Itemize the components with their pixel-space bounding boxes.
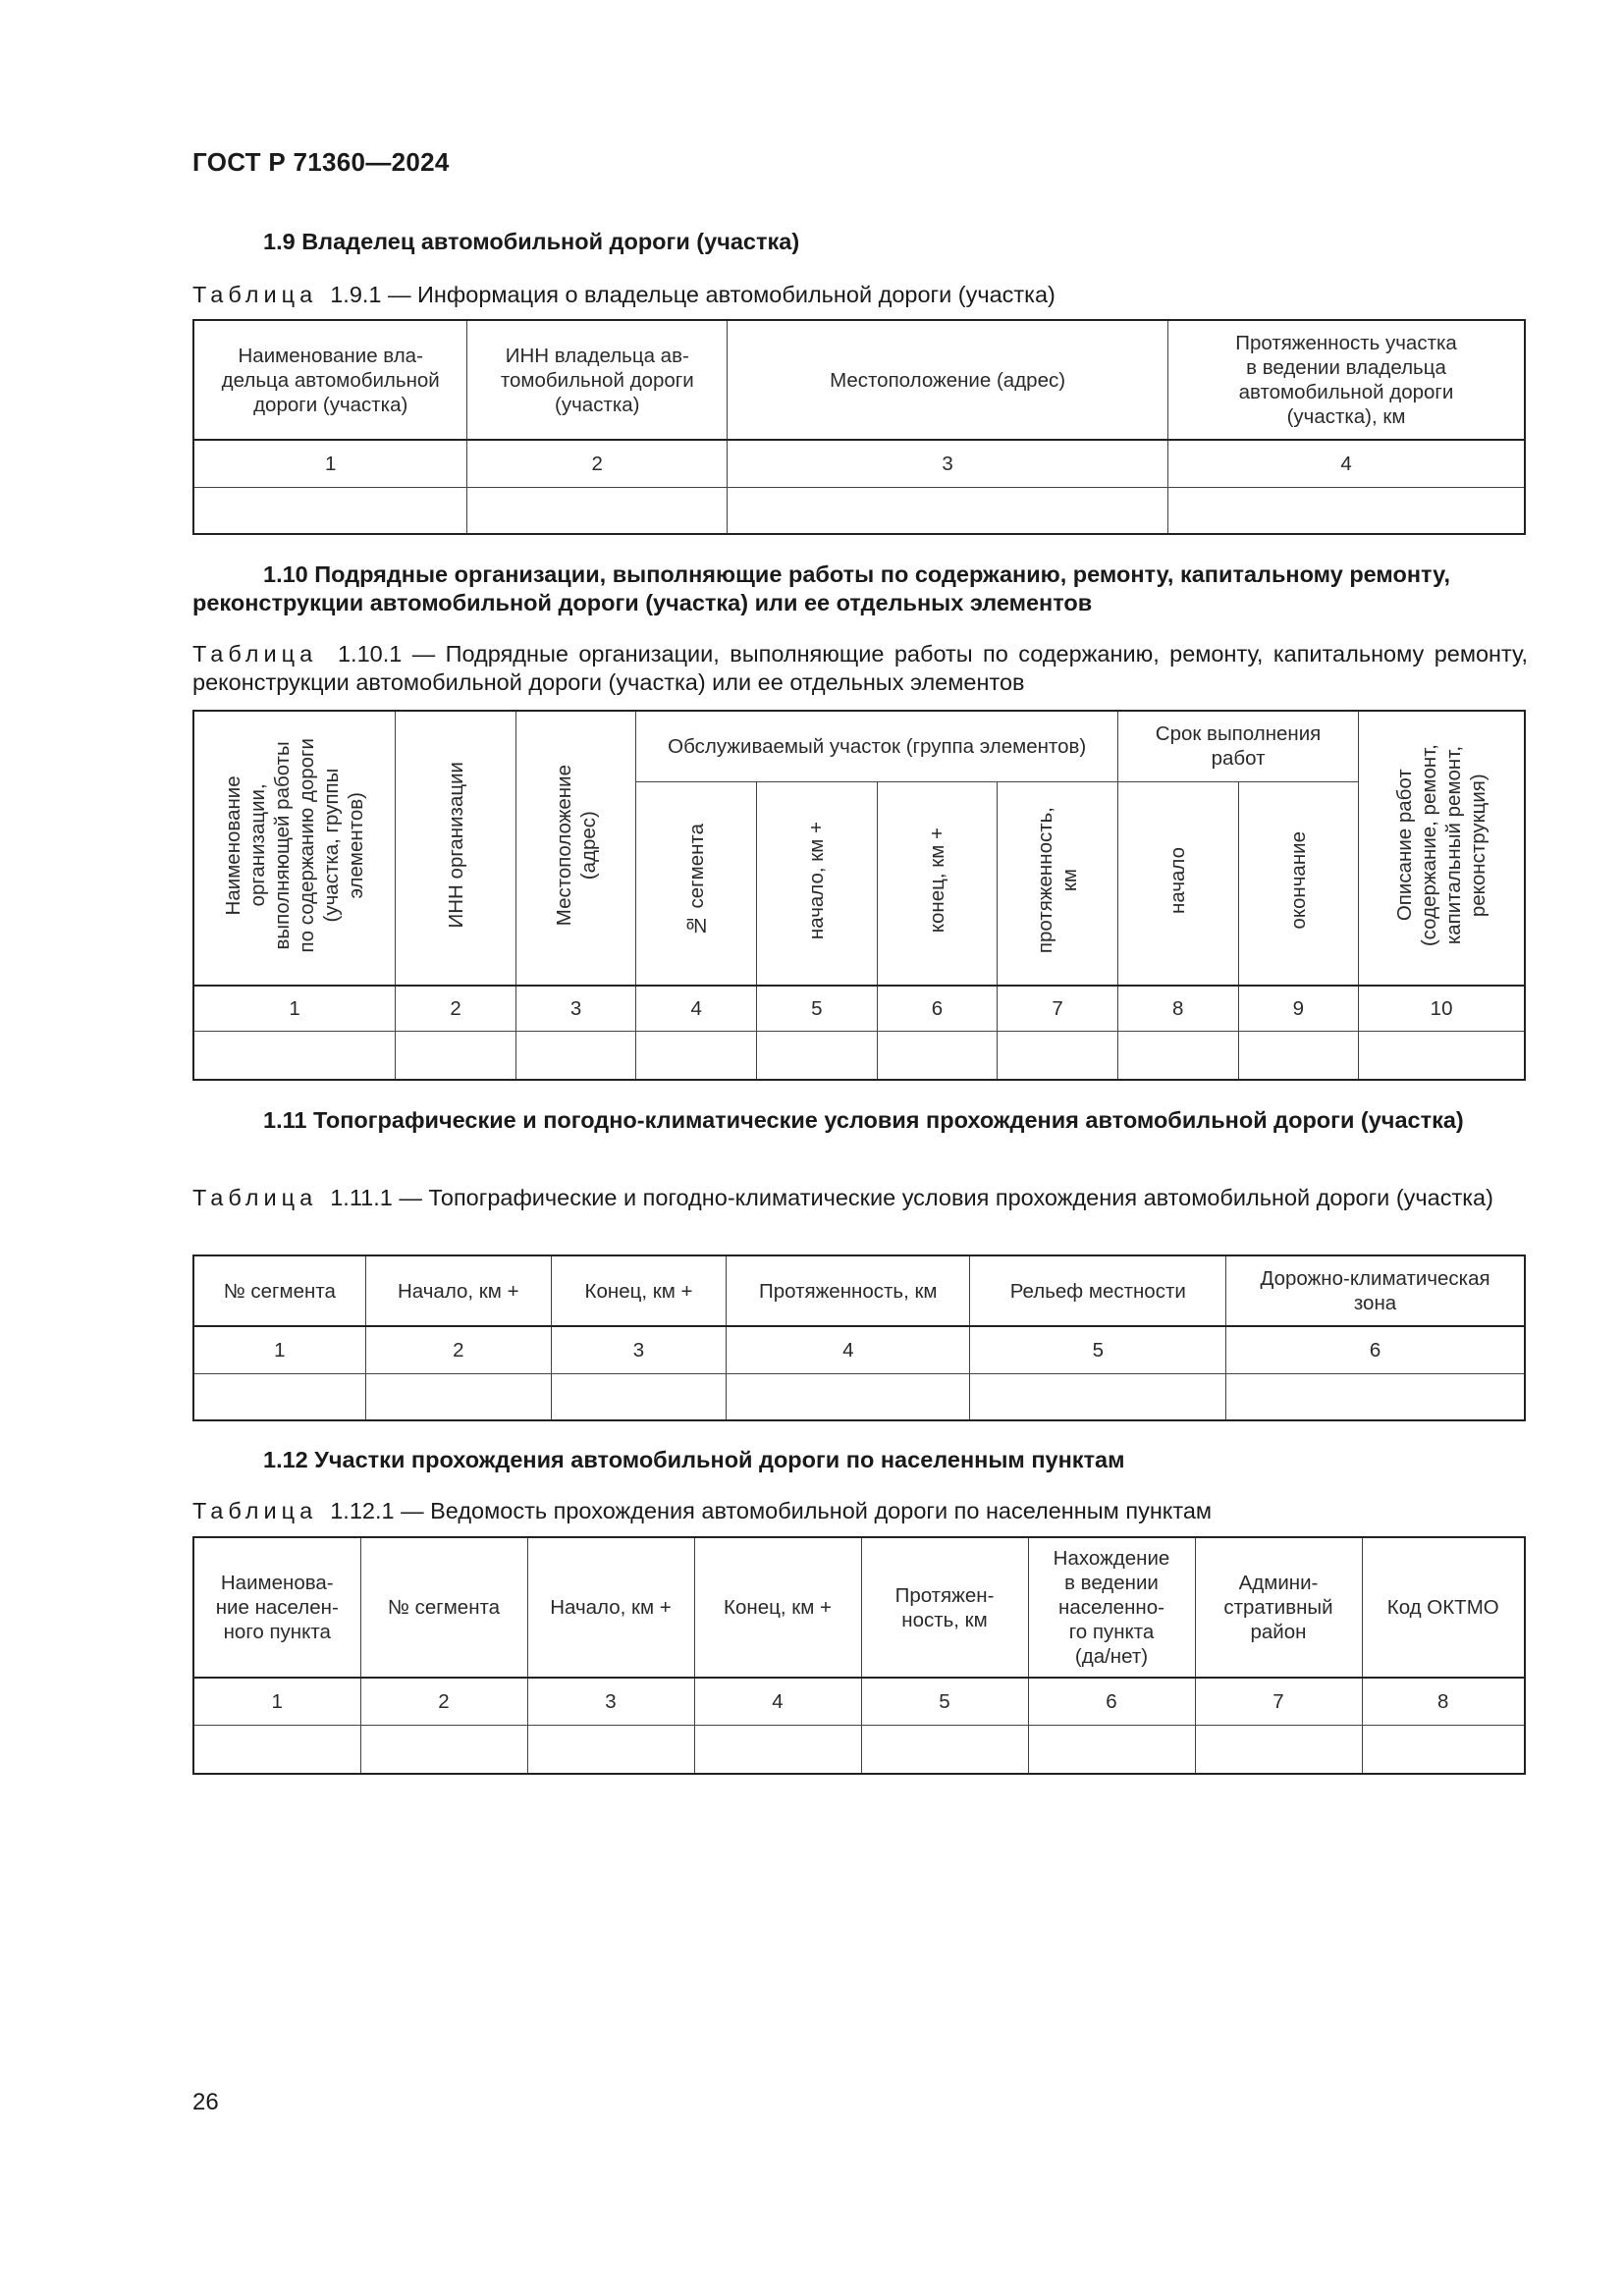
vertical-label: Местоположение (адрес)	[552, 764, 600, 927]
column-number: 5	[970, 1326, 1226, 1373]
table-1-11-1	[192, 1255, 1526, 1421]
column-number: 6	[1226, 1326, 1525, 1373]
column-number: 6	[1028, 1678, 1195, 1725]
column-number: 4	[636, 986, 757, 1031]
column-number-row	[193, 1678, 1525, 1725]
column-number-row	[193, 1326, 1525, 1373]
column-number: 4	[727, 1326, 970, 1373]
col-header-location: Местоположение (адрес)	[728, 320, 1168, 440]
empty-data-row	[193, 1031, 1525, 1080]
column-number: 1	[193, 986, 396, 1031]
empty-cell	[877, 1031, 998, 1080]
section-title-1-12: 1.12 Участки прохождения автомобильной дороги по населенным пунктам	[263, 1447, 1125, 1472]
table-header-row	[193, 711, 1525, 781]
empty-cell	[193, 487, 467, 534]
caption-text: 1.12.1 — Ведомость прохождения автомобильной дороги по населенным пунктам	[330, 1498, 1213, 1523]
empty-cell	[360, 1725, 527, 1774]
page-number: 26	[192, 2089, 219, 2115]
column-number-row	[193, 986, 1525, 1031]
col-header-end-km: Конец, км +	[551, 1255, 726, 1326]
empty-cell	[1359, 1031, 1525, 1080]
empty-cell	[193, 1373, 365, 1420]
vertical-label: Описание работ (содержание, ремонт, капитальный ремонт, реконструкция)	[1393, 743, 1490, 947]
empty-cell	[970, 1373, 1226, 1420]
empty-cell	[515, 1031, 636, 1080]
column-number: 3	[551, 1326, 726, 1373]
empty-data-row	[193, 487, 1525, 534]
vertical-label: начало, км +	[805, 821, 829, 939]
table-caption-1-10-1	[192, 640, 1528, 697]
empty-cell	[1195, 1725, 1362, 1774]
col-header-segment-no: № сегмента	[193, 1255, 365, 1326]
column-number: 4	[694, 1678, 861, 1725]
col-header-start-km	[757, 781, 878, 986]
col-header-start-km: Начало, км +	[527, 1537, 694, 1678]
empty-cell	[1117, 1031, 1238, 1080]
col-header-length: Протяженность участка в ведении владельца автомобильной дороги (участка), км	[1168, 320, 1525, 440]
column-number: 5	[757, 986, 878, 1031]
vertical-label: начало	[1166, 846, 1190, 914]
empty-cell	[396, 1031, 516, 1080]
empty-cell	[861, 1725, 1028, 1774]
caption-label: Таблица	[192, 282, 318, 307]
column-number: 3	[527, 1678, 694, 1725]
table-header-row	[193, 1537, 1525, 1678]
column-number: 1	[193, 1326, 365, 1373]
column-number: 9	[1238, 986, 1359, 1031]
column-number: 2	[396, 986, 516, 1031]
col-group-serviced-section: Обслуживаемый участок (группа элементов)	[636, 711, 1117, 781]
column-number: 2	[467, 440, 728, 487]
column-number: 3	[728, 440, 1168, 487]
col-header-work-description	[1359, 711, 1525, 986]
empty-cell	[1168, 487, 1525, 534]
col-header-owner-inn: ИНН владельца ав- томобильной дороги (участка)	[467, 320, 728, 440]
col-header-segment-no: № сегмента	[360, 1537, 527, 1678]
column-number: 6	[877, 986, 998, 1031]
empty-cell	[1238, 1031, 1359, 1080]
col-group-work-period: Срок выполнения работ	[1117, 711, 1358, 781]
col-header-end-date	[1238, 781, 1359, 986]
empty-data-row	[193, 1725, 1525, 1774]
empty-cell	[527, 1725, 694, 1774]
col-header-length-km: Протяженность, км	[727, 1255, 970, 1326]
document-header: ГОСТ Р 71360—2024	[192, 147, 450, 177]
vertical-label: Наименование организации, выполняющей работы по содержанию дороги (участка, группы элементов)	[222, 737, 368, 953]
caption-text: 1.10.1 — Подрядные организации, выполняющие работы по содержанию, ремонту, капитальному ремонту, реконструкции автомобильной дороги (участка) или ее отдельных элементов	[192, 641, 1528, 695]
column-number: 7	[1195, 1678, 1362, 1725]
col-header-length-km	[998, 781, 1118, 986]
column-number-row	[193, 440, 1525, 487]
column-number: 8	[1362, 1678, 1525, 1725]
vertical-label: ИНН организации	[444, 762, 467, 929]
col-header-length-km: Протяжен- ность, км	[861, 1537, 1028, 1678]
empty-cell	[1028, 1725, 1195, 1774]
table-1-10-1	[192, 710, 1526, 1081]
empty-cell	[365, 1373, 551, 1420]
table-caption-1-11-1	[192, 1184, 1528, 1212]
caption-label: Таблица	[192, 1498, 318, 1523]
table-header-row	[193, 320, 1525, 440]
empty-cell	[1226, 1373, 1525, 1420]
col-header-admin-district: Админи- стративный район	[1195, 1537, 1362, 1678]
table-header-row	[193, 1255, 1525, 1326]
empty-cell	[551, 1373, 726, 1420]
col-header-settlement-name: Наименова- ние населен- ного пункта	[193, 1537, 360, 1678]
col-header-start-km: Начало, км +	[365, 1255, 551, 1326]
caption-label: Таблица	[192, 1185, 318, 1210]
vertical-label: № сегмента	[684, 824, 708, 937]
caption-text: 1.11.1 — Топографические и погодно-климатические условия прохождения автомобильной дороги (участка)	[330, 1185, 1493, 1210]
empty-cell	[636, 1031, 757, 1080]
vertical-label: конец, км +	[925, 828, 948, 934]
column-number: 4	[1168, 440, 1525, 487]
vertical-label: окончание	[1286, 830, 1310, 930]
column-number: 1	[193, 440, 467, 487]
table-caption-1-12-1	[192, 1497, 1524, 1525]
col-header-climate-zone: Дорожно-климатическая зона	[1226, 1255, 1525, 1326]
empty-cell	[193, 1031, 396, 1080]
col-header-start-date	[1117, 781, 1238, 986]
section-title-1-10: 1.10 Подрядные организации, выполняющие работы по содержанию, ремонту, капитальному ремонту, реконструкции автомобильной дороги (участка) или ее отдельных элементов	[192, 561, 1450, 615]
section-title-1-11: 1.11 Топографические и погодно-климатические условия прохождения автомобильной дороги (участка)	[263, 1107, 1464, 1133]
column-number: 2	[365, 1326, 551, 1373]
col-header-end-km	[877, 781, 998, 986]
empty-cell	[467, 487, 728, 534]
table-caption-1-9-1	[192, 281, 1524, 309]
column-number: 5	[861, 1678, 1028, 1725]
caption-text: 1.9.1 — Информация о владельце автомобильной дороги (участка)	[330, 282, 1056, 307]
column-number: 3	[515, 986, 636, 1031]
empty-cell	[757, 1031, 878, 1080]
col-header-org-name	[193, 711, 396, 986]
empty-cell	[727, 1373, 970, 1420]
empty-cell	[193, 1725, 360, 1774]
column-number: 1	[193, 1678, 360, 1725]
column-number: 8	[1117, 986, 1238, 1031]
table-1-12-1	[192, 1536, 1526, 1775]
vertical-label: протяженность, км	[1034, 807, 1082, 954]
column-number: 7	[998, 986, 1118, 1031]
col-header-segment-no	[636, 781, 757, 986]
column-number: 2	[360, 1678, 527, 1725]
caption-label: Таблица	[192, 641, 318, 667]
col-header-org-inn	[396, 711, 516, 986]
col-header-location	[515, 711, 636, 986]
section-title-1-9: 1.9 Владелец автомобильной дороги (участка)	[263, 229, 800, 254]
empty-cell	[1362, 1725, 1525, 1774]
col-header-oktmo-code: Код ОКТМО	[1362, 1537, 1525, 1678]
table-1-9-1	[192, 319, 1526, 535]
empty-cell	[728, 487, 1168, 534]
col-header-end-km: Конец, км +	[694, 1537, 861, 1678]
col-header-terrain: Рельеф местности	[970, 1255, 1226, 1326]
empty-cell	[998, 1031, 1118, 1080]
empty-data-row	[193, 1373, 1525, 1420]
col-header-owner-name: Наименование вла- дельца автомобильной дороги (участка)	[193, 320, 467, 440]
column-number: 10	[1359, 986, 1525, 1031]
empty-cell	[694, 1725, 861, 1774]
col-header-settlement-managed: Нахождение в ведении населенно- го пункта (да/нет)	[1028, 1537, 1195, 1678]
